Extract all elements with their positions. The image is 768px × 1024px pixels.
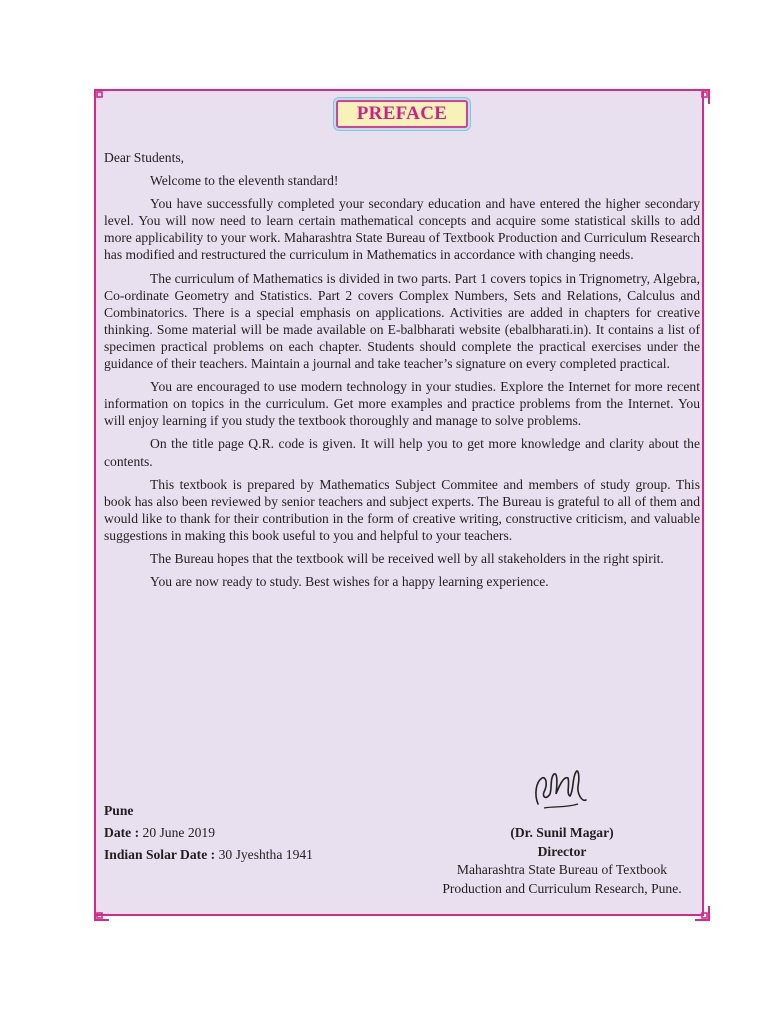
corner-ornament-icon	[94, 89, 110, 105]
solar-date-label: Indian Solar Date :	[104, 847, 216, 862]
paragraph: You are encouraged to use modern technology in your studies. Explore the Internet for more recent information on topics in the curriculum. Get more examples and practice problems from the Internet. You will enjoy learning if you study the textbook thoroughly and manage to solve problems.	[104, 379, 700, 429]
signatory-name: (Dr. Sunil Magar)	[510, 825, 614, 840]
date-label: Date :	[104, 825, 140, 840]
preface-body	[104, 149, 700, 596]
paragraph: Welcome to the eleventh standard!	[150, 173, 339, 189]
paragraph: This textbook is prepared by Mathematics Subject Commitee and members of study group. This book has also been reviewed by senior teachers and subject experts. The Bureau is grateful to all of them and would like to thank for their contribution in the form of creative writing, constructive criticism, and valuable suggestions in making this book useful to you and helpful to your teachers.	[104, 476, 700, 543]
signatory-org-line2: Production and Curriculum Research, Pune.	[442, 880, 682, 896]
signatory-org-line1: Maharashtra State Bureau of Textbook	[456, 862, 668, 877]
paragraph: You are now ready to study. Best wishes for a happy learning experience.	[150, 574, 549, 590]
place: Pune	[104, 803, 134, 818]
paragraph: You have successfully completed your secondary education and have entered the higher secondary level. You will now need to learn certain mathematical concepts and acquire some statistical skills to add more applicability to your work. Maharashtra State Bureau of Textbook Production and Curriculum Research has modified and restructured the curriculum in Mathematics in accordance with changing needs.	[104, 196, 700, 263]
signatory-title: Director	[537, 843, 587, 859]
issue-details	[104, 800, 313, 866]
corner-ornament-icon	[694, 905, 710, 921]
signature-icon	[530, 764, 590, 816]
page-title-box	[336, 100, 468, 128]
page-title: PREFACE	[356, 103, 448, 124]
corner-ornament-icon	[94, 905, 110, 921]
corner-ornament-icon	[694, 89, 710, 105]
salutation: Dear Students,	[104, 150, 185, 165]
date-value: 20 June 2019	[142, 825, 216, 840]
solar-date-value: 30 Jyeshtha 1941	[218, 847, 313, 862]
paragraph: The curriculum of Mathematics is divided in two parts. Part 1 covers topics in Trignometry, Algebra, Co-ordinate Geometry and Statistics. Part 2 covers Complex Numbers, Sets and Relations, Calculus and Combinatorics. There is a special emphasis on applications. Activities are added in chapters for creative thinking. Some material will be made available on E-balbharati website (ebalbharati.in). It contains a list of specimen practical problems on each chapter. Students should complete the practical exercises under the guidance of their teachers. Maintain a journal and take teacher’s signature on every completed practical.	[104, 270, 700, 372]
paragraph: The Bureau hopes that the textbook will be received well by all stakeholders in the right spirit.	[150, 550, 664, 566]
paragraph: On the title page Q.R. code is given. It will help you to get more knowledge and clarity about the contents.	[104, 436, 700, 469]
signatory-block	[420, 824, 704, 898]
